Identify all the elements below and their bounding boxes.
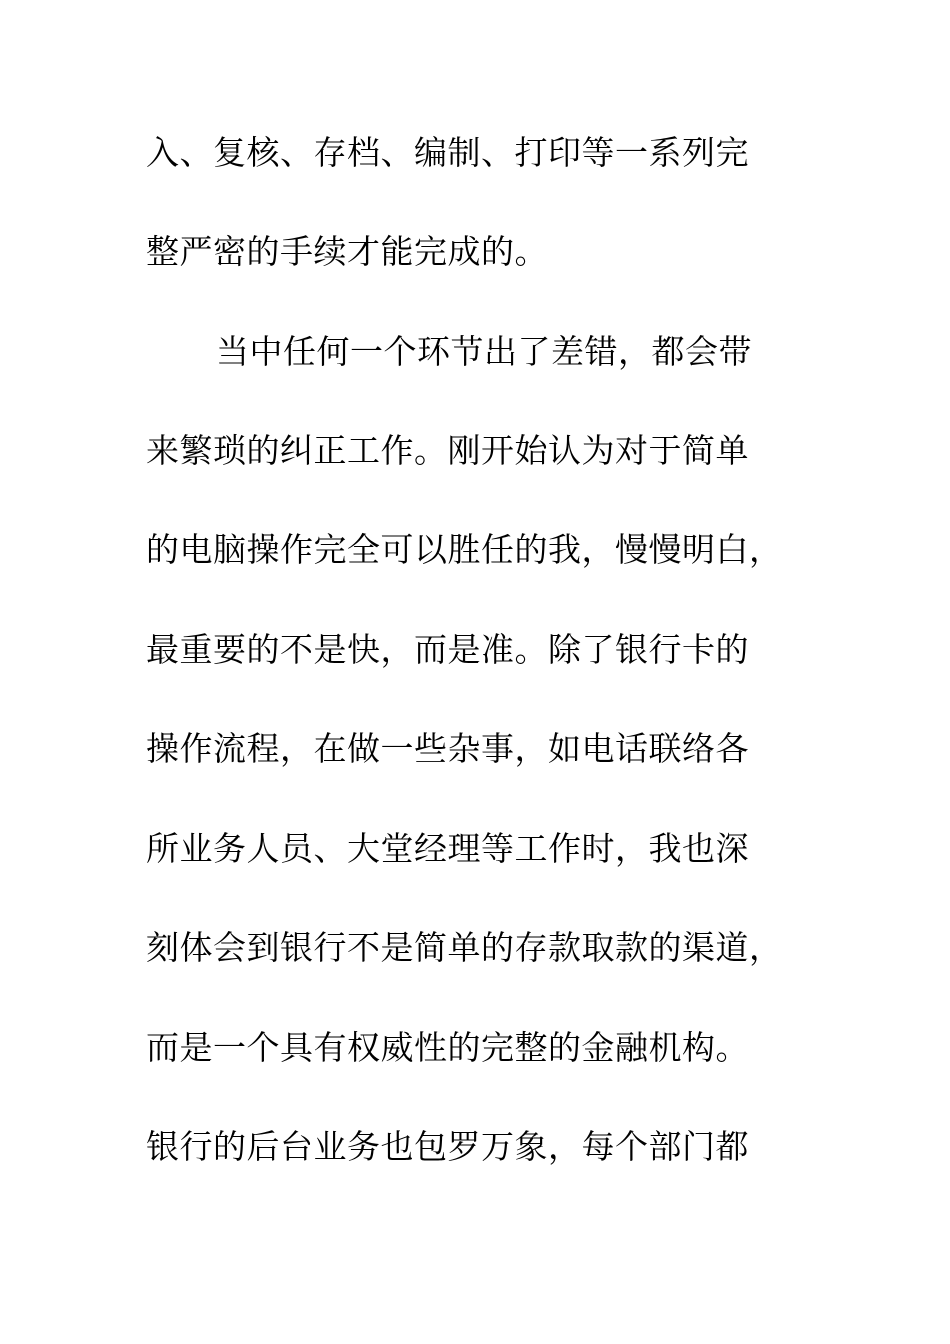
text-line-7: 操作流程，在做一些杂事，如电话联络各 <box>146 729 749 768</box>
text-line-1: 入、复核、存档、编制、打印等一系列完 <box>146 133 749 172</box>
text-line-9: 刻体会到银行不是简单的存款取款的渠道， <box>146 928 783 967</box>
text-line-10: 而是一个具有权威性的完整的金融机构。 <box>146 1028 749 1067</box>
text-line-8: 所业务人员、大堂经理等工作时，我也深 <box>146 829 749 868</box>
text-line-6: 最重要的不是快，而是准。除了银行卡的 <box>146 630 749 669</box>
text-line-2: 整严密的手续才能完成的。 <box>146 232 548 271</box>
text-line-4: 来繁琐的纠正工作。刚开始认为对于简单 <box>146 431 749 470</box>
text-line-11: 银行的后台业务也包罗万象，每个部门都 <box>146 1127 749 1166</box>
paragraph-start-line: 当中任何一个环节出了差错，都会带 <box>216 332 752 371</box>
text-line-5: 的电脑操作完全可以胜任的我，慢慢明白， <box>146 530 783 569</box>
